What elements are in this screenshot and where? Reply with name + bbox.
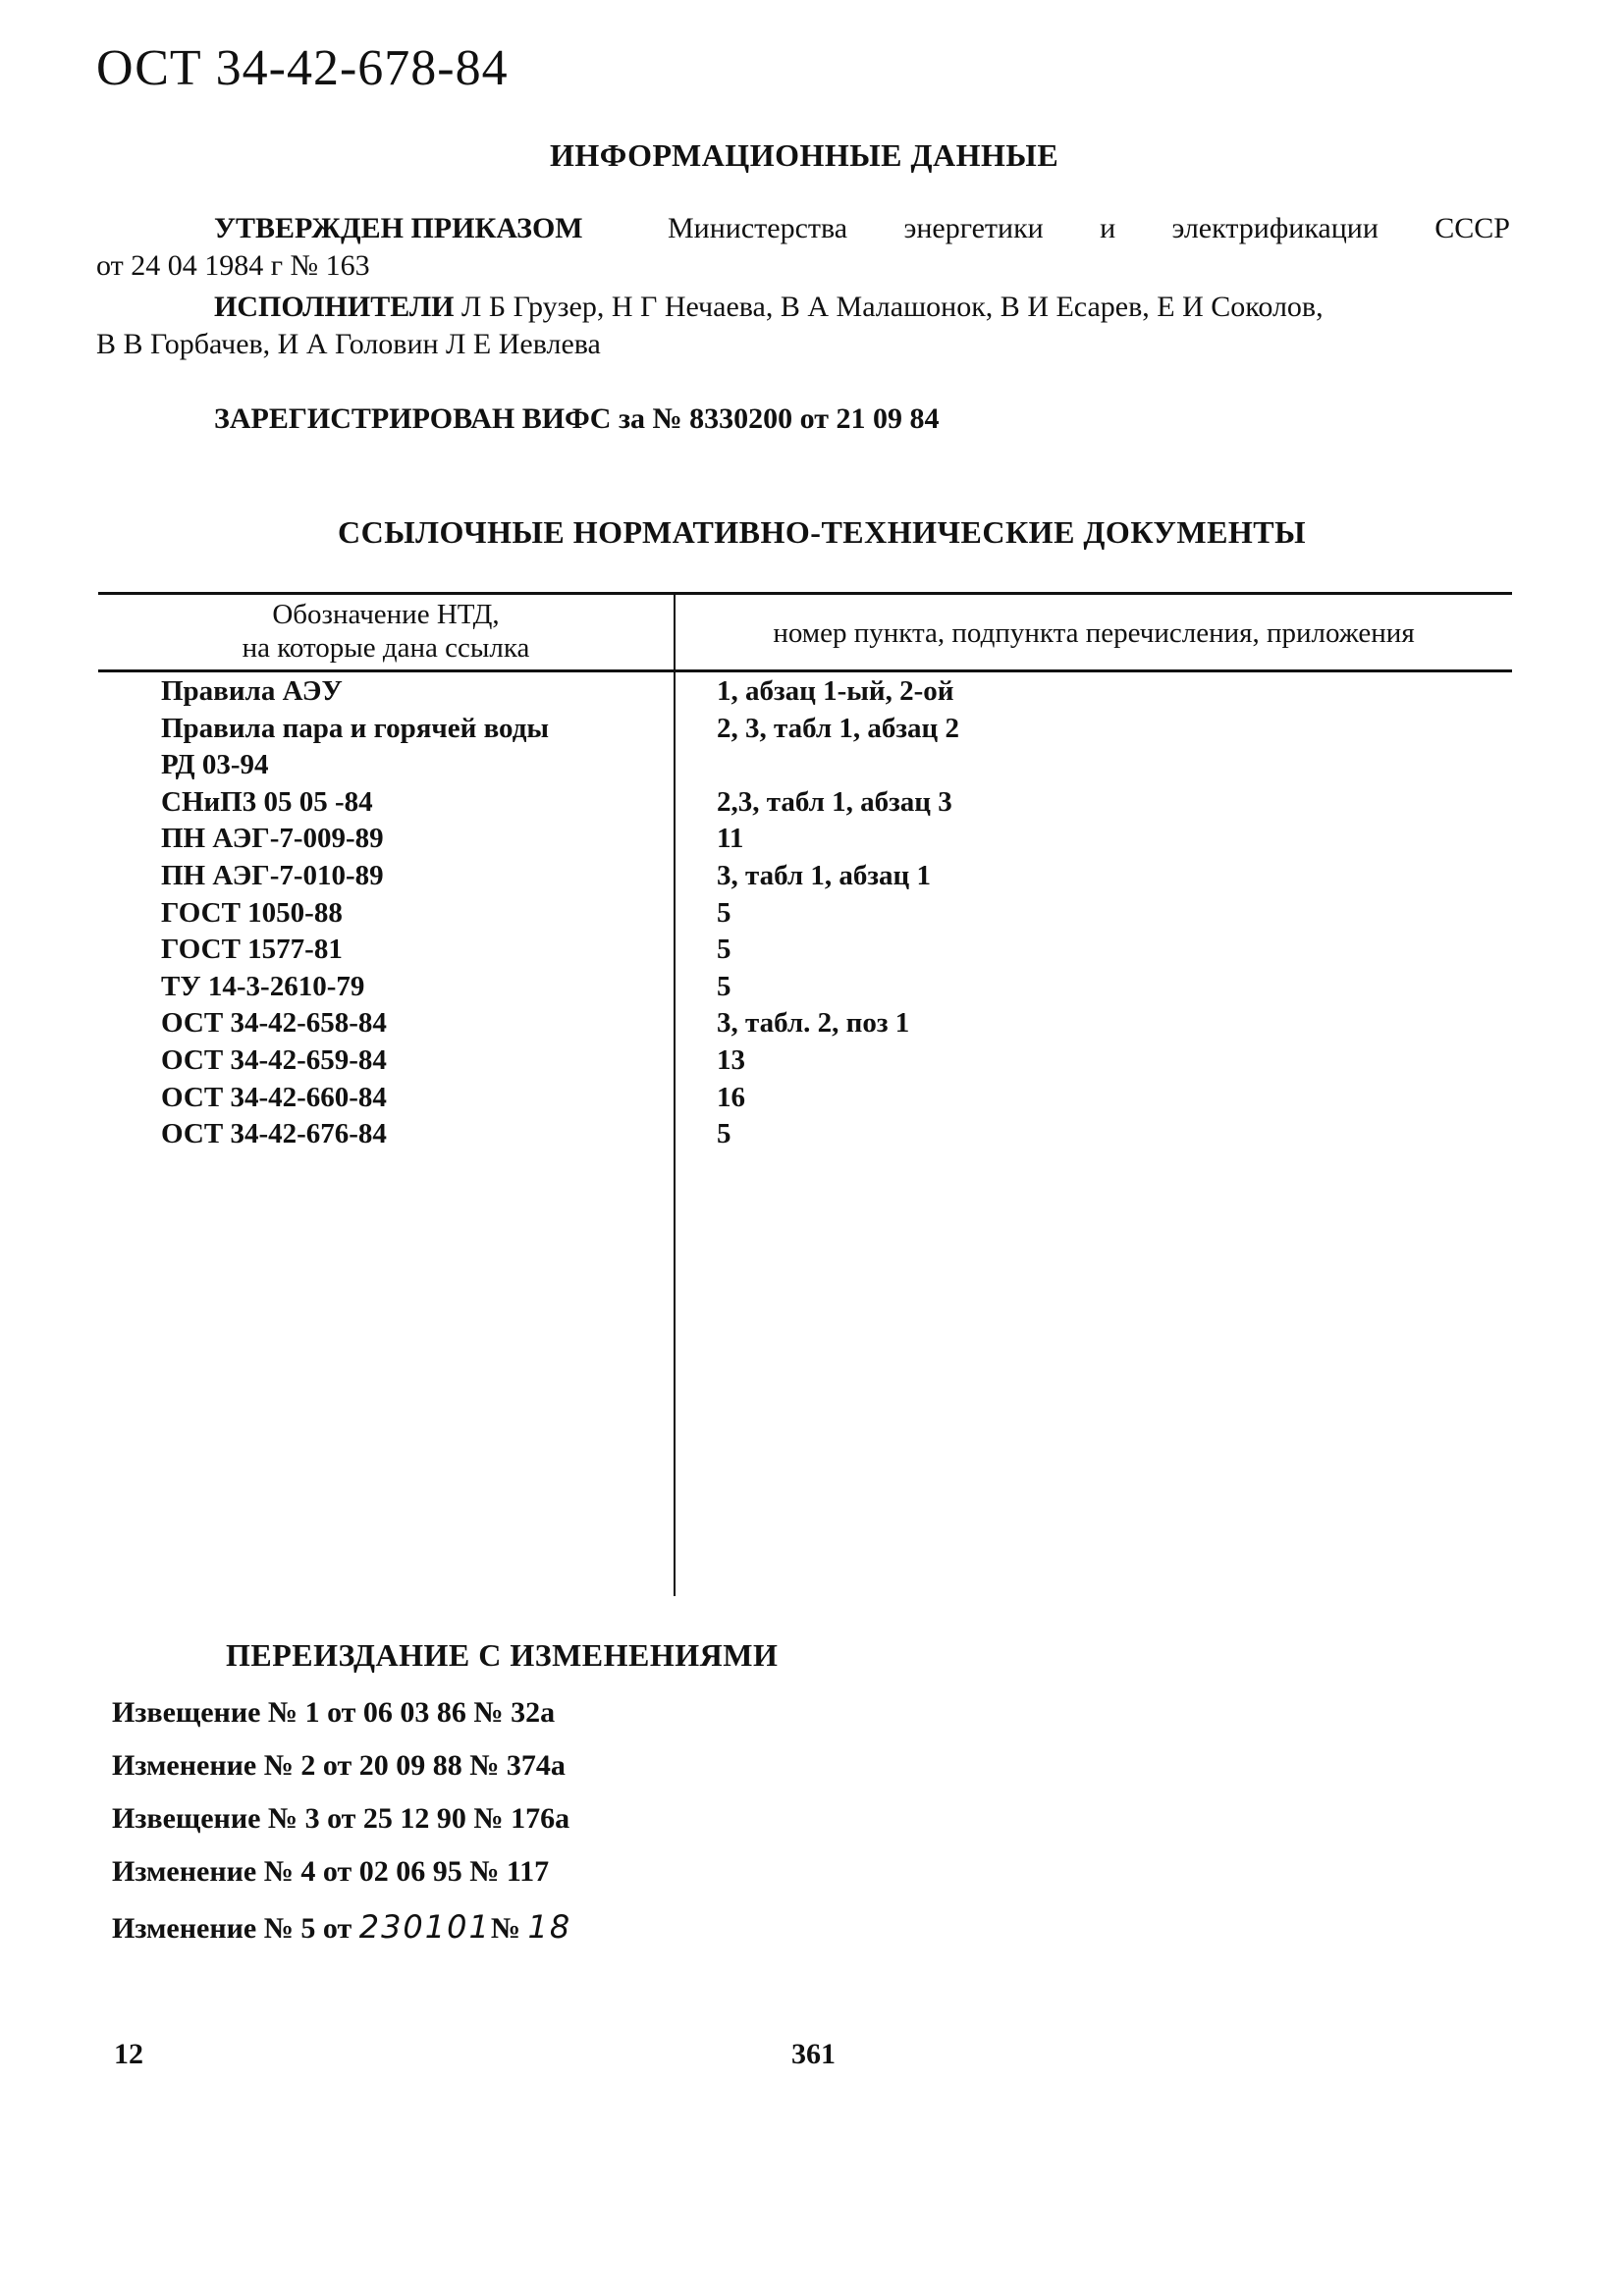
reissue-item-5-no-label: № (490, 1912, 521, 1945)
table-row-ref: 2,3, табл 1, абзац 3 (717, 786, 952, 818)
table-row-ref: 13 (717, 1044, 745, 1076)
reissue-item: Извещение № 3 от 25 12 90 № 176а (112, 1802, 570, 1835)
table-row-doc: ГОСТ 1577-81 (161, 934, 343, 965)
reissue-item-5 (112, 1908, 571, 1946)
approved-label: УТВЕРЖДЕН ПРИКАЗОМ (214, 212, 583, 244)
col1-header-line2: на которые дана ссылка (242, 632, 530, 664)
document-code: ОСТ 34-42-678-84 (96, 40, 509, 96)
table-row-doc: Правила пара и горячей воды (161, 713, 550, 744)
reissue-item: Извещение № 1 от 06 03 86 № 32а (112, 1696, 556, 1729)
table-row-doc: ОСТ 34-42-676-84 (161, 1118, 387, 1149)
table-column-divider (674, 595, 676, 1596)
col1-header (98, 598, 674, 665)
table-row-ref: 2, 3, табл 1, абзац 2 (717, 713, 960, 744)
table-row-ref: 5 (717, 897, 731, 929)
table-row-doc: ОСТ 34-42-660-84 (161, 1082, 387, 1113)
table-row-doc: СНиП3 05 05 -84 (161, 786, 373, 818)
table-top-rule (98, 592, 1512, 595)
col2-header: номер пункта, подпункта перечисления, приложения (773, 617, 1415, 649)
table-row-doc: ПН АЭГ-7-009-89 (161, 823, 384, 854)
table-row-ref: 16 (717, 1082, 745, 1113)
table-row-ref: 11 (717, 823, 744, 854)
table-header-rule (98, 669, 1512, 672)
handwritten-date: 230101 (358, 1908, 491, 1946)
handwritten-number: 18 (527, 1908, 572, 1946)
table-row-ref: 3, табл. 2, поз 1 (717, 1007, 910, 1039)
table-row-doc: ГОСТ 1050-88 (161, 897, 343, 929)
info-title: ИНФОРМАЦИОННЫЕ ДАННЫЕ (550, 137, 1059, 173)
approved-text-line1: Министерства энергетики и электрификации СССР (668, 212, 1510, 244)
table-row-doc: ПН АЭГ-7-010-89 (161, 860, 384, 891)
table-row-ref: 3, табл 1, абзац 1 (717, 860, 932, 891)
reissue-title: ПЕРЕИЗДАНИЕ С ИЗМЕНЕНИЯМИ (226, 1637, 779, 1673)
executors-label: ИСПОЛНИТЕЛИ (214, 291, 455, 323)
registration-line: ЗАРЕГИСТРИРОВАН ВИФС за № 8330200 от 21 09 84 (214, 402, 940, 435)
reissue-item: Изменение № 2 от 20 09 88 № 374а (112, 1749, 566, 1782)
table-row-doc: РД 03-94 (161, 749, 269, 780)
page-number-center: 361 (791, 2038, 836, 2070)
page-number-left: 12 (114, 2038, 143, 2070)
col1-header-line1: Обозначение НТД, (272, 599, 500, 630)
table-row-doc: ОСТ 34-42-658-84 (161, 1007, 387, 1039)
reissue-item-5-prefix: Изменение № 5 от (112, 1912, 352, 1945)
executors-line1 (214, 291, 1324, 324)
executors-names-1: Л Б Грузер, Н Г Нечаева, В А Малашонок, В И Есарев, Е И Соколов, (461, 291, 1324, 323)
executors-line2: В В Горбачев, И А Головин Л Е Иевлева (96, 328, 601, 360)
table-row-doc: ОСТ 34-42-659-84 (161, 1044, 387, 1076)
table-row-ref: 5 (717, 971, 731, 1002)
approved-line1 (214, 212, 583, 245)
table-row-doc: ТУ 14-3-2610-79 (161, 971, 365, 1002)
references-title: ССЫЛОЧНЫЕ НОРМАТИВНО-ТЕХНИЧЕСКИЕ ДОКУМЕНТЫ (338, 514, 1307, 550)
table-row-ref: 5 (717, 934, 731, 965)
table-row-ref: 1, абзац 1-ый, 2-ой (717, 675, 954, 707)
approved-text-line2: от 24 04 1984 г № 163 (96, 249, 370, 282)
table-row-ref: 5 (717, 1118, 731, 1149)
reissue-item: Изменение № 4 от 02 06 95 № 117 (112, 1855, 550, 1888)
table-row-doc: Правила АЭУ (161, 675, 343, 707)
